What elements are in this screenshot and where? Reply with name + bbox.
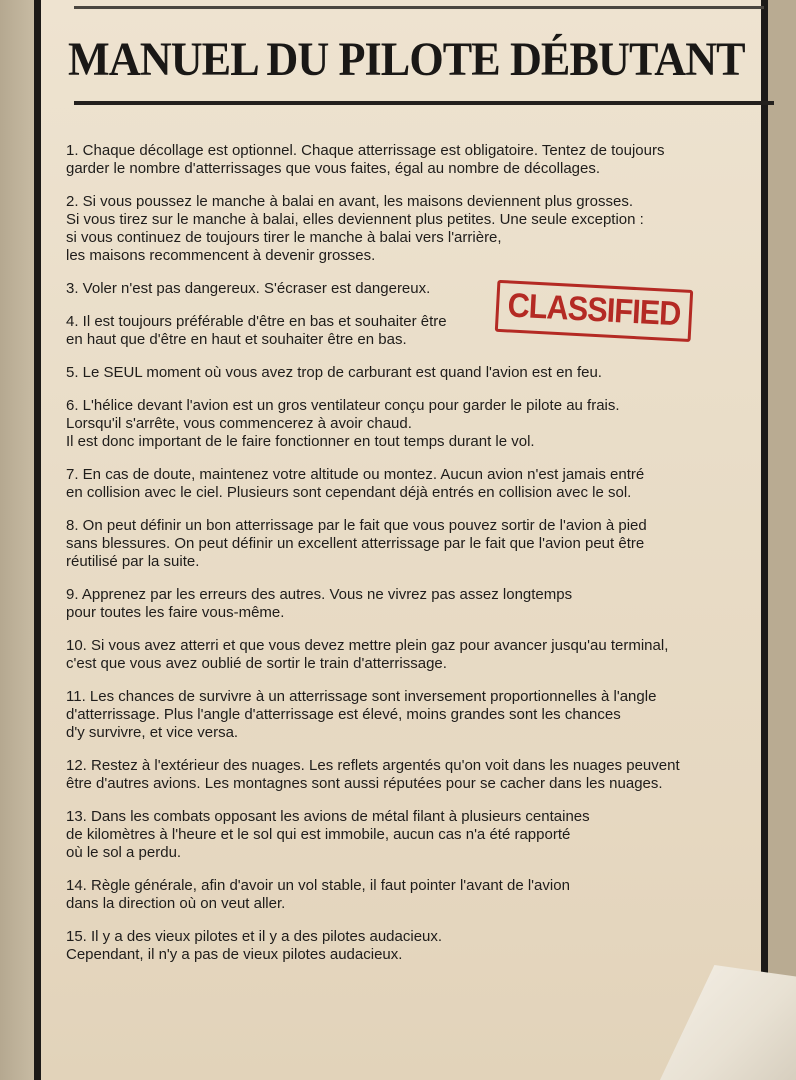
poster xyxy=(34,0,768,1080)
background-strip xyxy=(0,0,34,1080)
rule-item: 15. Il y a des vieux pilotes et il y a des pilotes audacieux. Cependant, il n'y a pas de vieux pilotes audacieux. xyxy=(66,928,443,963)
rule-item: 11. Les chances de survivre à un atterrissage sont inversement proportionnelles à l'angle d'atterrissage. Plus l'angle d'atterrissage est élevé, moins grandes sont les chances d'y survivre, et vice versa. xyxy=(66,688,657,741)
stamp-text: CLASSIFIED xyxy=(506,286,682,334)
rule-item: 2. Si vous poussez le manche à balai en avant, les maisons deviennent plus grosses. Si vous tirez sur le manche à balai, elles deviennent plus petites. Une seule exception : si vous continuez de toujours tirer le manche à balai vers l'arrière, les maisons recommencent à devenir grosses. xyxy=(66,193,644,264)
rule-item: 10. Si vous avez atterri et que vous devez mettre plein gaz pour avancer jusqu'au terminal, c'est que vous avez oublié de sortir le train d'atterrissage. xyxy=(66,637,669,672)
top-rule xyxy=(74,6,764,9)
rule-item: 8. On peut définir un bon atterrissage par le fait que vous pouvez sortir de l'avion à pied sans blessures. On peut définir un excellent atterrissage par le fait que l'avion peut être réutilisé par la suite. xyxy=(66,517,647,570)
rule-item: 1. Chaque décollage est optionnel. Chaque atterrissage est obligatoire. Tentez de toujours garder le nombre d'atterrissages que vous faites, égal au nombre de décollages. xyxy=(66,142,665,177)
rule-item: 9. Apprenez par les erreurs des autres. Vous ne vivrez pas assez longtemps pour toutes les faire vous-même. xyxy=(66,586,573,621)
rule-item: 4. Il est toujours préférable d'être en bas et souhaiter être en haut que d'être en haut et souhaiter être en bas. xyxy=(66,313,447,348)
rule-item: 14. Règle générale, afin d'avoir un vol stable, il faut pointer l'avant de l'avion dans la direction où on veut aller. xyxy=(66,877,570,912)
rules-list xyxy=(66,142,756,979)
rule-item: 12. Restez à l'extérieur des nuages. Les reflets argentés qu'on voit dans les nuages peuvent être d'autres avions. Les montagnes sont aussi réputées pour se cacher dans les nuages. xyxy=(66,757,680,792)
rule-item: 5. Le SEUL moment où vous avez trop de carburant est quand l'avion est en feu. xyxy=(66,364,602,381)
poster-border-left xyxy=(34,0,41,1080)
poster-title: MANUEL DU PILOTE DÉBUTANT xyxy=(68,33,745,86)
classified-stamp xyxy=(494,270,697,352)
rule-item: 6. L'hélice devant l'avion est un gros ventilateur conçu pour garder le pilote au frais. Lorsqu'il s'arrête, vous commencerez à avoir chaud. Il est donc important de le faire fonctionner en tout temps durant le vol. xyxy=(66,397,620,450)
rule-item: 13. Dans les combats opposant les avions de métal filant à plusieurs centaines de kilomètres à l'heure et le sol qui est immobile, aucun cas n'a été rapporté où le sol a perdu. xyxy=(66,808,590,861)
poster-border-right xyxy=(761,0,768,1080)
rule-item: 7. En cas de doute, maintenez votre altitude ou montez. Aucun avion n'est jamais entré en collision avec le ciel. Plusieurs sont cependant déjà entrés en collision avec le sol. xyxy=(66,466,645,501)
rule-item: 3. Voler n'est pas dangereux. S'écraser est dangereux. xyxy=(66,280,431,297)
title-rule xyxy=(74,101,774,105)
